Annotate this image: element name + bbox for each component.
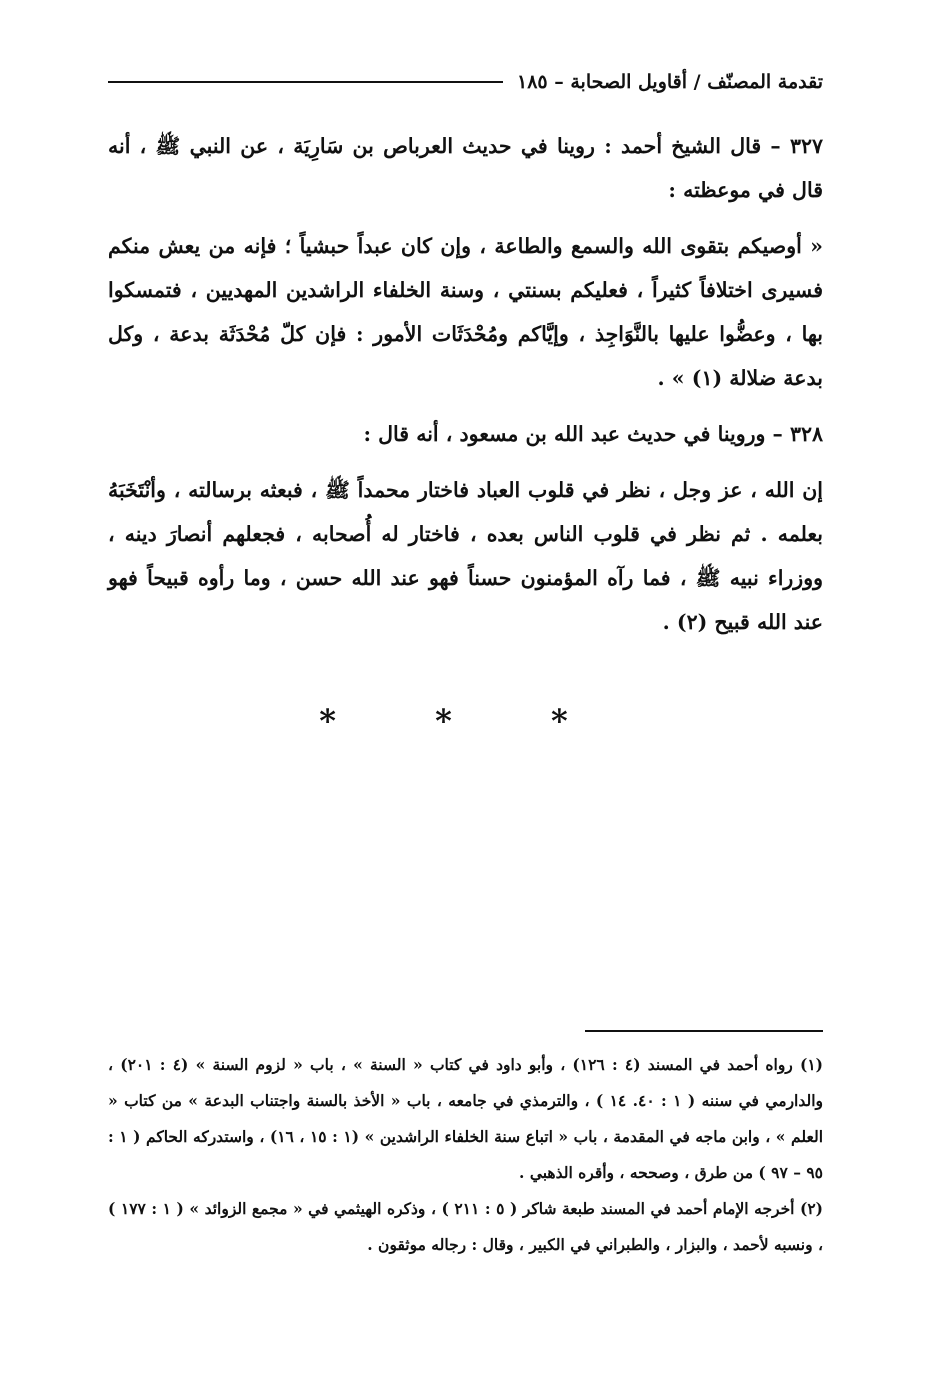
footnotes [108, 1047, 823, 1263]
footnote-2: (٢) أخرجه الإمام أحمد في المسند طبعة شاكر ( ٥ : ٢١١ ) ، وذكره الهيثمي في « مجمع الزوائد » ( ١ : ١٧٧ ) ، ونسبه لأحمد ، والبزار ، والطبراني في الكبير ، وقال : رجاله موثقون . [108, 1199, 824, 1254]
paragraph-328-quote: إن الله ، عز وجل ، نظر في قلوب العباد فاختار محمداً ﷺ ، فبعثه برسالته ، وأنْتَخَبَهُ بعلمه . ثم نظر في قلوب الناس بعده ، فاختار له أُصحابه ، فجعلهم أنصارَ دينه ، ووزراء نبيه ﷺ ، فما رآه المؤمنون حسناً فهو عند الله حسن ، وما رأوه قبيحاً فهو عند الله قبيح (٢) . [108, 478, 823, 634]
main-text [108, 124, 823, 656]
book-page [108, 62, 823, 1312]
footnote-1: (١) رواه أحمد في المسند (٤ : ١٢٦) ، وأبو داود في كتاب « السنة » ، باب « لزوم السنة » (٤ : ٢٠١) ، والدارمي في سننه ( ١ : ٤٠. ١٤ ) ، والترمذي في جامعه ، باب « الأخذ بالسنة واجتناب البدعة » من كتاب « العلم » ، وابن ماجه في المقدمة ، باب « اتباع سنة الخلفاء الراشدين » (١ : ١٥ ، ١٦) ، واستدركه الحاكم ( ١ : ٩٥ – ٩٧ ) من طرق ، وصححه ، وأقره الذهبي . [108, 1055, 824, 1182]
paragraph-327-intro: ٣٢٧ – قال الشيخ أحمد : روينا في حديث العرباص بن سَارِيَة ، عن النبي ﷺ ، أنه قال في موعظته : [108, 134, 823, 202]
footnote-divider [585, 1030, 823, 1032]
header-rule [108, 81, 503, 83]
paragraph-328-intro: ٣٢٨ – وروينا في حديث عبد الله بن مسعود ، أنه قال : [363, 422, 823, 446]
running-header [108, 62, 823, 102]
paragraph-327-quote: « أوصيكم بتقوى الله والسمع والطاعة ، وإن كان عبداً حبشياً ؛ فإنه من يعش منكم فسيرى اختلافاً كثيراً ، فعليكم بسنتي ، وسنة الخلفاء الراشدين المهديين ، فتمسكوا بها ، وعضُّوا عليها بالنَّوَاجِذ ، وإيَّاكم ومُحْدَثَات الأمور : فإن كلّ مُحْدَثَة بدعة ، وكل بدعة ضلالة (١) » . [108, 234, 823, 390]
header-title: تقدمة المصنّف / أقاويل الصحابة – ١٨٥ [517, 71, 823, 93]
section-ornament: * * * [319, 702, 612, 740]
